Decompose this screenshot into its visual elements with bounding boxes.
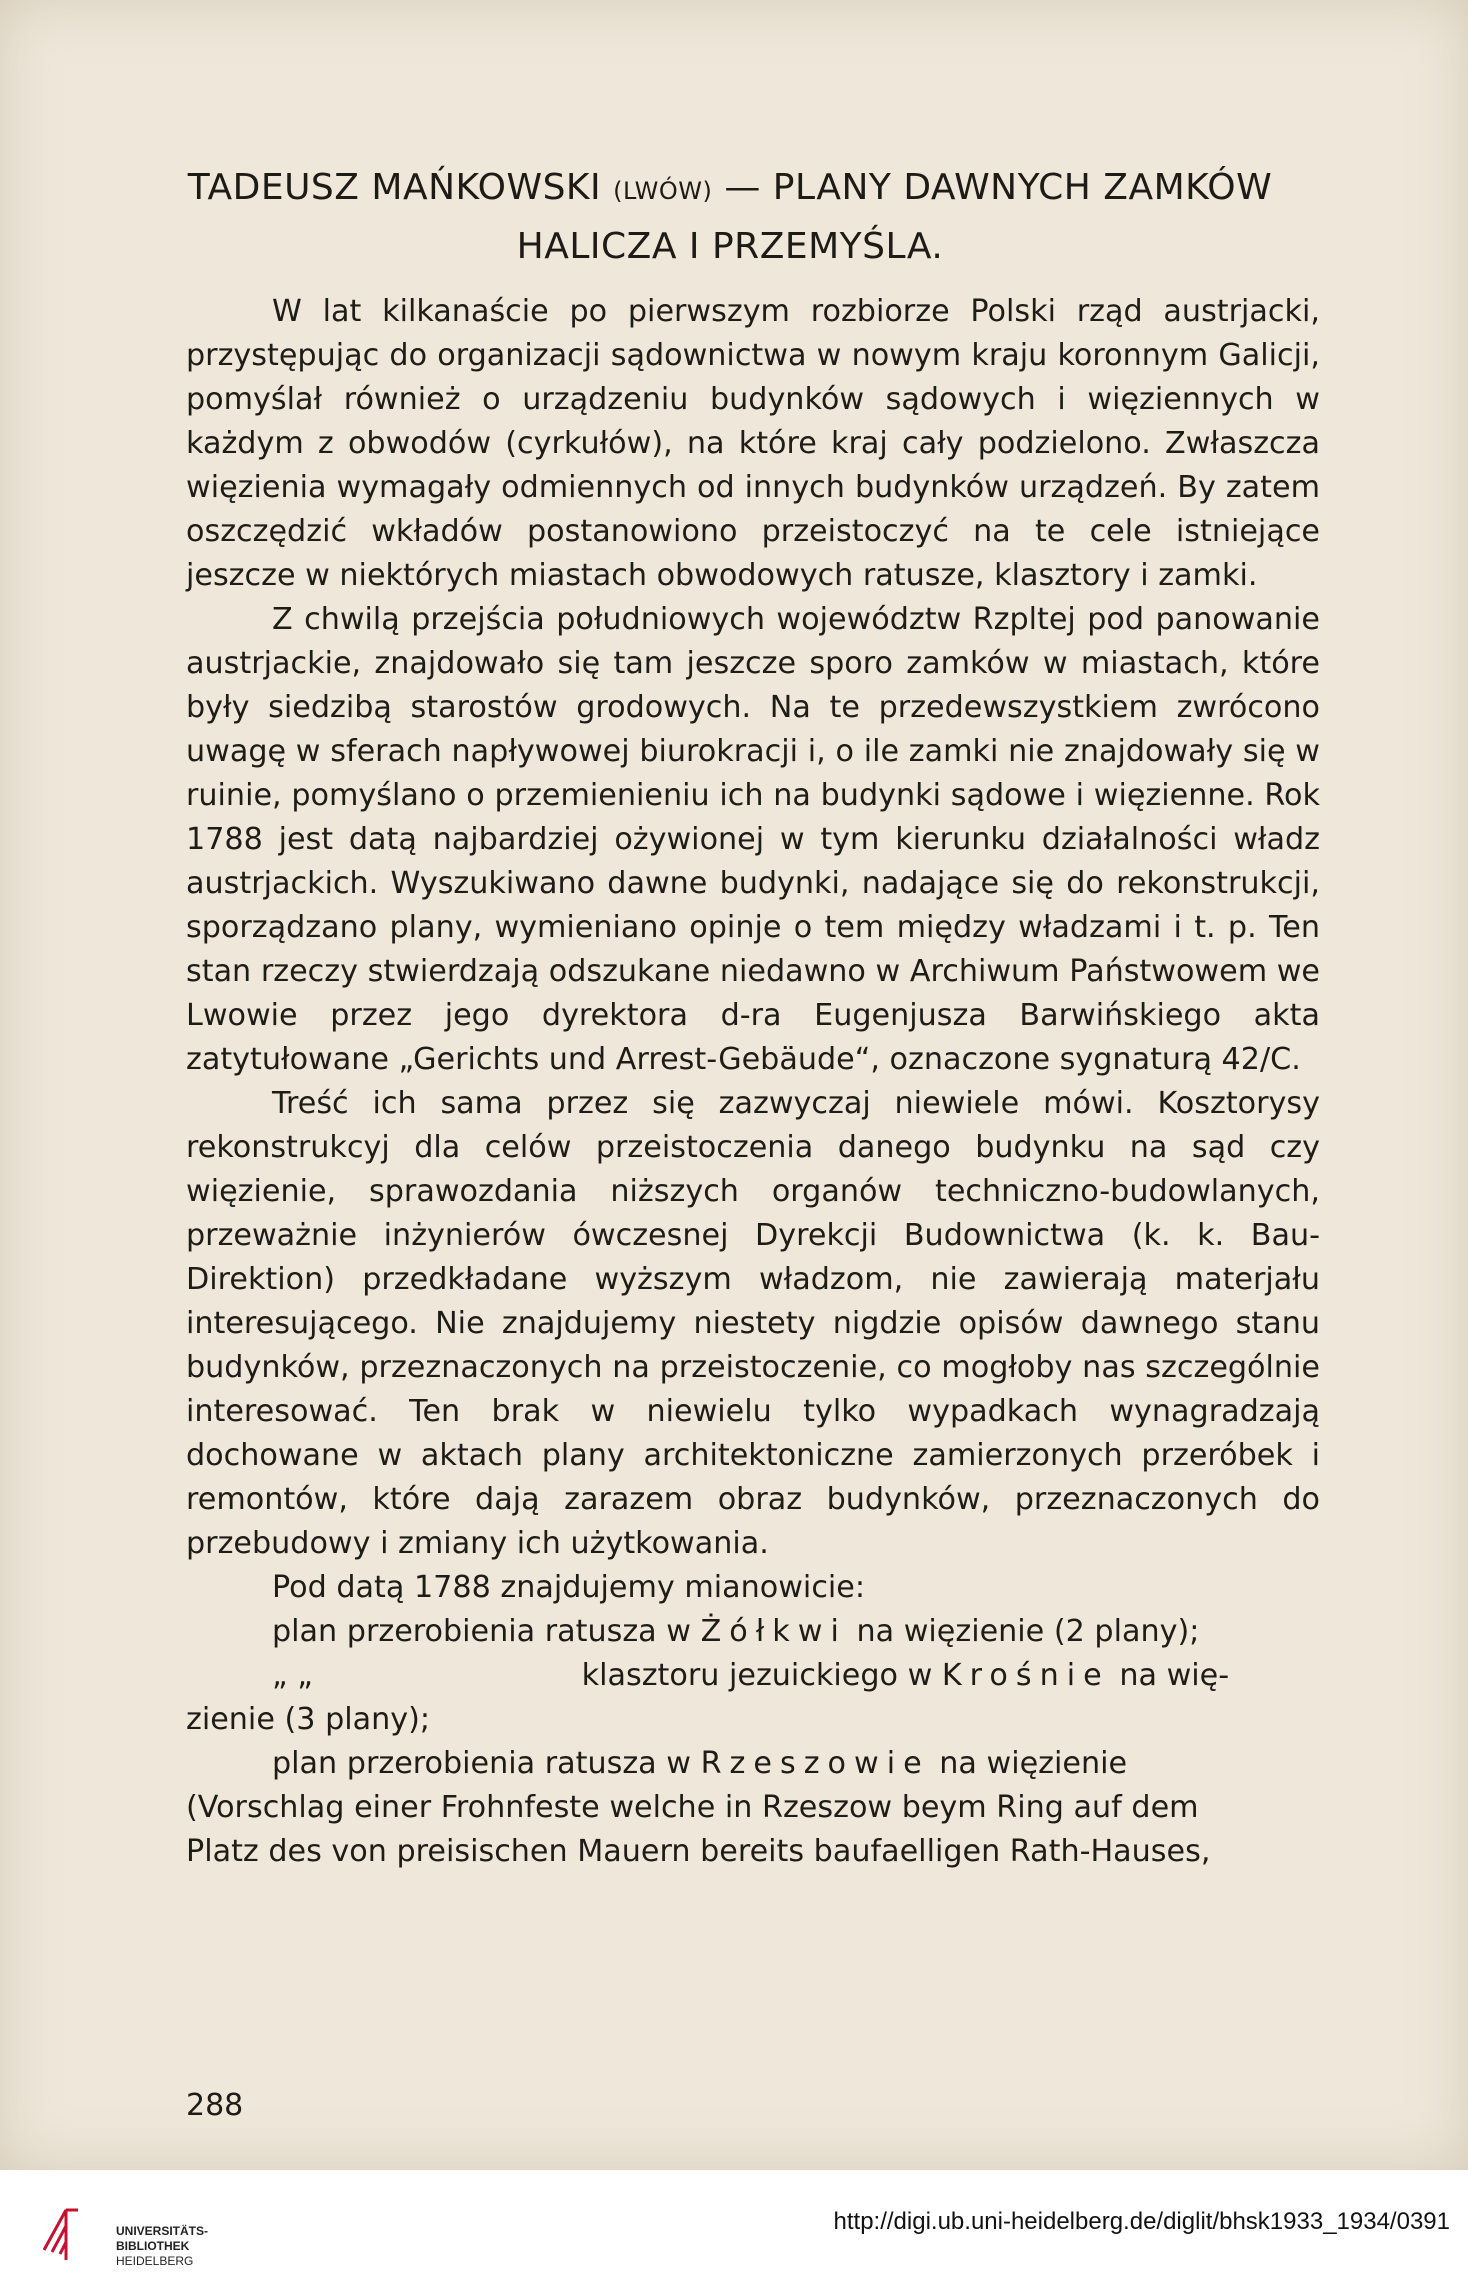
item1-place: Żółkwi <box>700 1614 847 1649</box>
article-body <box>186 290 1320 1874</box>
item2-text-b: na wię- <box>1119 1658 1230 1693</box>
paragraph-1: W lat kilkanaście po pierwszym rozbiorze Polski rząd austrjacki, przystępując do organizacji sądownictwa w nowym kraju koronnym Galicji, pomyślał również o urządzeniu budynków sądowych i więziennych w każdym z obwodów (cyrkułów), na które kraj cały podzielono. Zwłaszcza więzienia wymagały odmiennych od innych budynków urządzeń. By zatem oszczędzić wkładów postanowiono przeistoczyć na te cele istniejące jeszcze w niektórych miastach obwodowych ratusze, klasztory i zamki. <box>186 294 1320 593</box>
viewer-footer <box>0 2170 1468 2281</box>
library-line-3: HEIDELBERG <box>116 2254 194 2268</box>
library-logo-icon <box>36 2190 96 2270</box>
item3-text-b: na więzienie <box>939 1746 1128 1781</box>
title-author: TADEUSZ MAŃKOWSKI <box>187 167 602 208</box>
list-item-rzeszow-cont-2: Platz des von preisischen Mauern bereits baufaelligen Rath-Hauses, <box>186 1834 1211 1869</box>
list-item-krosno-cont: zienie (3 plany); <box>186 1702 431 1737</box>
list-intro: Pod datą 1788 znajdujemy mianowicie: <box>272 1570 866 1605</box>
title-city: (LWÓW) <box>613 177 713 205</box>
source-url-link[interactable]: http://digi.ub.uni-heidelberg.de/diglit/bhsk1933_1934/0391 <box>833 2208 1450 2235</box>
item1-text-a: plan przerobienia ratusza w <box>272 1614 691 1649</box>
library-line-2: BIBLIOTHEK <box>116 2239 190 2253</box>
paragraph-3: Treść ich sama przez się zazwyczaj niewiele mówi. Kosztorysy rekonstrukcyj dla celów przeistoczenia danego budynku na sąd czy więzienie, sprawozdania niższych organów techniczno-budowlanych, przeważnie inżynierów ówczesnej Dyrekcji Budownictwa (k. k. Bau-Direktion) przedkładane wyższym władzom, nie zawierają materjału interesującego. Nie znajdujemy niestety nigdzie opisów dawnego stanu budynków, przeznaczonych na przeistoczenie, co mogłoby nas szczególnie interesować. Ten brak w niewielu tylko wypadkach wynagradzają dochowane w aktach plany architektoniczne zamierzonych przeróbek i remontów, które dają zarazem obraz budynków, przeznaczonych do przebudowy i zmiany ich użytkowania. <box>186 1086 1320 1561</box>
page-number: 288 <box>186 2088 244 2123</box>
item3-place: Rzeszowie <box>700 1746 930 1781</box>
list-item-rzeszow-cont-1: (Vorschlag einer Frohnfeste welche in Rzeszow beym Ring auf dem <box>186 1790 1199 1825</box>
article-title <box>140 160 1320 275</box>
list-item-rzeszow <box>186 1742 1320 1786</box>
item2-ditto-marks: „ „ <box>272 1658 313 1693</box>
item2-text-a: klasztoru jezuickiego w <box>581 1658 933 1693</box>
paragraph-2: Z chwilą przejścia południowych województw Rzpltej pod panowanie austrjackie, znajdowało się tam jeszcze sporo zamków w miastach, które były siedzibą starostów grodowych. Na te przedewszystkiem zwrócono uwagę w sferach napływowej biurokracji i, o ile zamki nie znajdowały się w ruinie, pomyślano o przemienieniu ich na budynki sądowe i więzienne. Rok 1788 jest datą najbardziej ożywionej w tym kierunku działalności władz austrjackich. Wyszukiwano dawne budynki, nadające się do rekonstrukcji, sporządzano plany, wymieniano opinje o tem między władzami i t. p. Ten stan rzeczy stwierdzają odszukane niedawno w Archiwum Państwowem we Lwowie przez jego dyrektora d-ra Eugenjusza Barwińskiego akta zatytułowane „Gerichts und Arrest-Gebäude“, oznaczone sygnaturą 42/C. <box>186 602 1320 1077</box>
library-line-1: UNIVERSITÄTS- <box>116 2224 209 2238</box>
list-item-zolkiew <box>186 1610 1320 1654</box>
title-topic: — PLANY DAWNYCH ZAMKÓW <box>724 167 1273 208</box>
library-logo-link[interactable] <box>36 2190 209 2270</box>
title-line-2: HALICZA I PRZEMYŚLA. <box>516 226 944 267</box>
title-line-1 <box>140 160 1320 219</box>
item3-text-a: plan przerobienia ratusza w <box>272 1746 691 1781</box>
item2-place: Krośnie <box>941 1658 1110 1693</box>
list-item-krosno <box>186 1654 1320 1698</box>
library-name <box>116 2224 208 2269</box>
item1-text-b: na więzienie (2 plany); <box>856 1614 1200 1649</box>
